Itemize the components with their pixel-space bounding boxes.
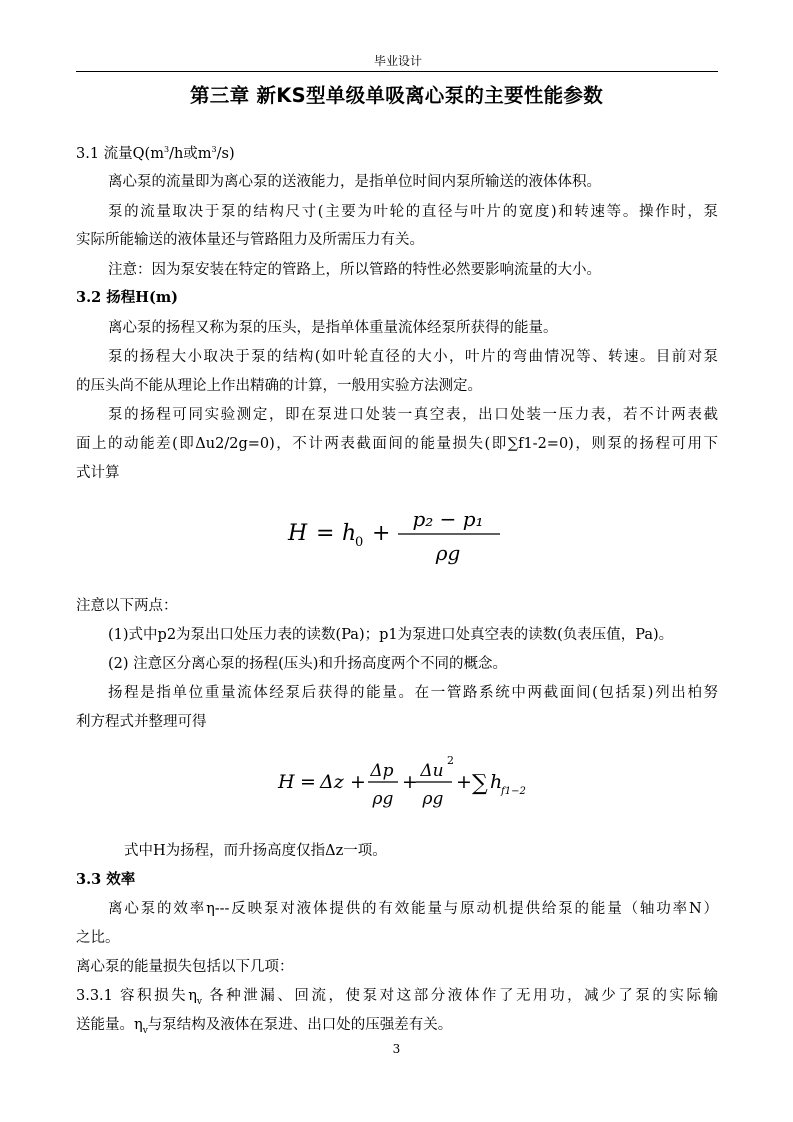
paragraph: 离心泵的能量损失包括以下几项： — [76, 959, 294, 975]
subscript: v — [142, 1025, 148, 1036]
page-header: 毕业设计 — [373, 54, 422, 68]
paragraph-line: 扬程是指单位重量流体经泵后获得的能量。在一管路系统中两截面间(包括泵)列出柏努 — [108, 685, 718, 701]
formula-head-loss-svg — [276, 752, 526, 816]
paragraph: 式中H为扬程，而升扬高度仅指Δz一项。 — [124, 843, 387, 859]
text-run: 与泵结构及液体在泵进、出口处的压强差有关。 — [147, 1017, 453, 1033]
formula-plus: + — [350, 771, 366, 793]
formula-denominator: ρg — [435, 541, 461, 565]
paragraph-line: 实际所能输送的液体量还与管路阻力及所需压力有关。 — [76, 232, 424, 248]
list-item: (1)式中p2为泵出口处压力表的读数(Pa)；p1为泵进口处真空表的读数(负表压值，Pa)。 — [108, 627, 674, 643]
formula-symbol: H — [278, 771, 295, 793]
paragraph-line — [76, 986, 718, 1006]
paragraph-line: 的压头尚不能从理论上作出精确的计算，一般用实验方法测定。 — [76, 378, 482, 394]
section-3-1-heading — [76, 144, 718, 164]
formula-plus: + — [402, 771, 418, 793]
text-run: 各种泄漏、回流，使泵对这部分液体作了无用功，减少了泵的实际输 — [202, 988, 718, 1004]
paragraph: 注意以下两点： — [76, 598, 178, 614]
paragraph: 注意：因为泵安装在特定的管路上，所以管路的特性必然要影响流量的大小。 — [108, 262, 601, 278]
paragraph-line: 离心泵的效率η---反映泵对液体提供的有效能量与原动机提供给泵的能量（轴功率N） — [108, 901, 718, 917]
paragraph-line: 利方程式并整理可得 — [76, 714, 207, 730]
formula-term: Δz — [320, 771, 344, 793]
formula-numerator: Δp — [370, 761, 394, 781]
paragraph-line: 泵的流量取决于泵的结构尺寸(主要为叶轮的直径与叶片的宽度)和转速等。操作时，泵 — [108, 204, 718, 220]
formula-denominator: ρg — [372, 789, 394, 809]
superscript: 3 — [163, 145, 170, 155]
heading-part: /h或m — [169, 146, 212, 162]
text-run: 送能量。η — [76, 1017, 143, 1033]
list-item: (2) 注意区分离心泵的扬程(压头)和升扬高度两个不同的概念。 — [108, 656, 507, 672]
formula-denominator: ρg — [422, 789, 444, 809]
section-3-3-heading: 3.3 效率 — [76, 871, 136, 888]
formula-symbol: + — [372, 521, 391, 546]
paragraph: 离心泵的扬程又称为泵的压头，是指单体重量流体经泵所获得的能量。 — [108, 320, 558, 336]
heading-part: 3.1 流量Q(m — [76, 146, 164, 162]
formula-head-loss — [276, 752, 526, 816]
superscript: 3 — [211, 145, 217, 155]
formula-head — [286, 506, 516, 570]
paragraph-line — [76, 1015, 718, 1035]
formula-plus: + — [456, 771, 472, 793]
subscript: v — [196, 996, 203, 1007]
formula-numerator: p₂ − p₁ — [412, 507, 484, 531]
header-rule — [76, 71, 718, 72]
paragraph-line: 面上的动能差(即Δu2/2g=0)，不计两表截面间的能量损失(即∑f1-2=0)，则泵的扬程可用下 — [76, 436, 718, 452]
formula-symbol: h — [490, 771, 503, 793]
text-run: 3.3.1 容积损失η — [76, 988, 197, 1004]
formula-sum: ∑ — [472, 771, 488, 796]
formula-symbol: H — [288, 521, 308, 546]
chapter-title: 第三章 新KS型单级单吸离心泵的主要性能参数 — [189, 84, 604, 107]
formula-symbol: = — [300, 771, 316, 793]
formula-numerator: Δu — [420, 761, 444, 781]
formula-head-svg — [286, 506, 516, 570]
paragraph: 离心泵的流量即为离心泵的送液能力，是指单位时间内泵所输送的液体体积。 — [108, 174, 601, 190]
paragraph-line: 泵的扬程可同实验测定，即在泵进口处装一真空表，出口处装一压力表，若不计两表截 — [108, 407, 718, 423]
formula-symbol: h — [342, 521, 357, 546]
paragraph-line: 泵的扬程大小取决于泵的结构(如叶轮直径的大小，叶片的弯曲情况等、转速。目前对泵 — [108, 349, 718, 365]
formula-superscript: 2 — [447, 754, 454, 767]
paragraph-line: 式计算 — [76, 465, 120, 481]
heading-part: /s) — [216, 146, 235, 162]
formula-subscript: f1−2 — [501, 786, 526, 797]
page-number: 3 — [392, 1042, 401, 1056]
section-3-2-heading: 3.2 扬程H(m) — [76, 289, 179, 306]
paragraph-line: 之比。 — [76, 930, 120, 946]
formula-subscript: 0 — [355, 535, 364, 550]
formula-symbol: = — [316, 521, 335, 546]
